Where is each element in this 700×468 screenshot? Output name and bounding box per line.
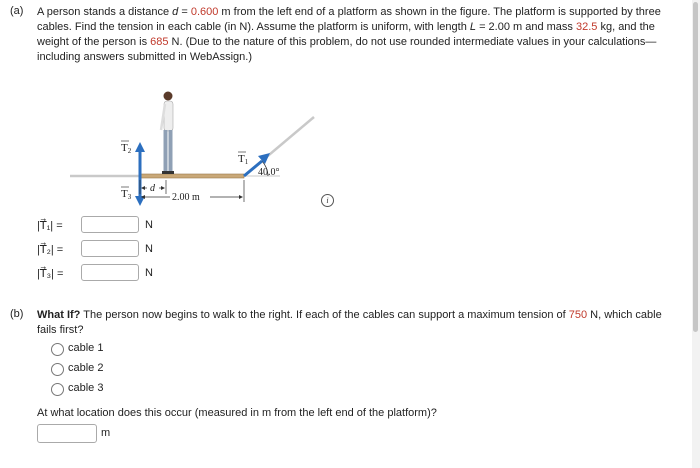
mass-value: 32.5 <box>575 21 598 33</box>
label-t3: T3 <box>121 188 132 201</box>
t2-input[interactable] <box>81 240 139 257</box>
platform <box>140 174 244 178</box>
t3-input[interactable] <box>81 264 139 281</box>
label-length: 2.00 m <box>172 192 200 203</box>
option-cable-1-label: cable 1 <box>68 342 104 354</box>
t1-label: |T⃗₁| = <box>37 220 63 232</box>
option-cable-2-label: cable 2 <box>68 362 104 374</box>
t2-unit: N <box>145 243 153 255</box>
location-question: At what location does this occur (measured in m from the left end of the platform)? <box>37 407 437 419</box>
max-tension-value: 750 <box>568 309 588 321</box>
radio-cable-3[interactable] <box>51 383 64 396</box>
weight-value: 685 <box>150 36 169 48</box>
part-a-label: (a) <box>10 5 24 17</box>
t3-label: |T⃗₃| = <box>37 268 64 280</box>
t2-label: |T⃗₂| = <box>37 244 64 256</box>
label-d: d <box>150 183 155 194</box>
part-b-question: What If? The person now begins to walk to the right. If each of the cables can support a maximum tension of 750 N, which cable fails first? <box>37 309 662 336</box>
angle-label: 40.0° <box>258 167 280 178</box>
location-unit: m <box>101 427 111 439</box>
label-t1: T1 <box>238 153 249 166</box>
location-input[interactable] <box>37 424 97 443</box>
d-value: 0.600 <box>190 6 219 18</box>
radio-cable-2[interactable] <box>51 363 64 376</box>
part-b-label: (b) <box>10 308 24 320</box>
t2-arrow <box>135 142 145 176</box>
t1-input[interactable] <box>81 216 139 233</box>
person-icon <box>161 92 174 175</box>
t1-unit: N <box>145 219 153 231</box>
option-cable-3-label: cable 3 <box>68 382 104 394</box>
label-t2: T2 <box>121 142 132 155</box>
part-a-problem-text: A person stands a distance d = 0.600 m from the left end of a platform as shown in the figure. The platform is supported by three cables. Find the tension in each cable (in N). Assume the platform is uniform, with length L = 2.00 m and mass 32.5 kg, and the weight of the person is 685 N. (Due to the nature of this problem, do not use rounded intermediate values in your calculations—including answers submitted in WebAssign.) <box>37 6 661 63</box>
info-icon[interactable]: i <box>321 194 334 207</box>
radio-cable-1[interactable] <box>51 343 64 356</box>
t3-unit: N <box>145 267 153 279</box>
